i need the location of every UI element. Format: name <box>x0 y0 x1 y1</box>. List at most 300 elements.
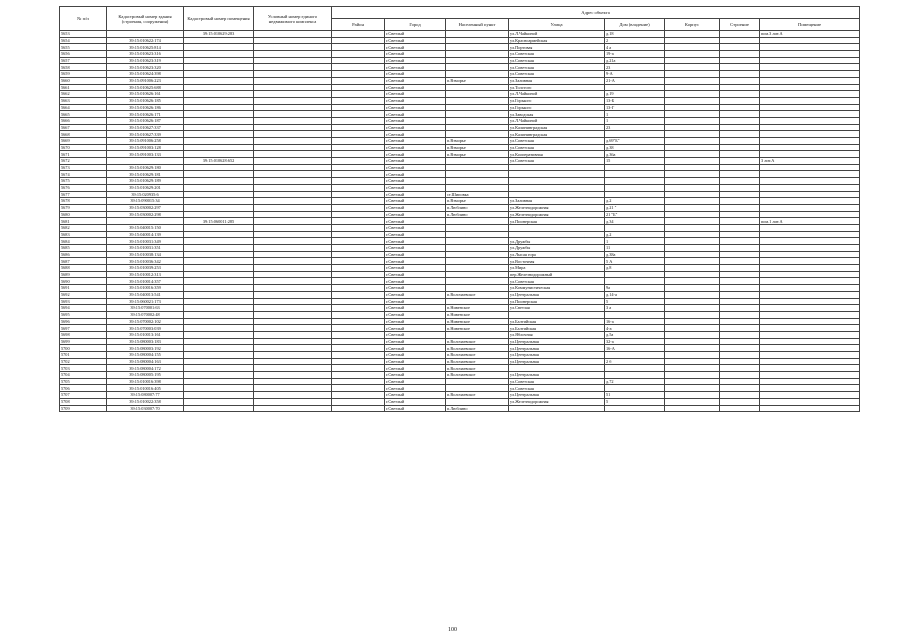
cell-dom: 23 <box>605 124 665 131</box>
cell-np: п.Волочаевское <box>446 291 509 298</box>
cell-cond-complex <box>254 265 332 272</box>
cell-num: 5658 <box>60 64 107 71</box>
cell-num: 5655 <box>60 44 107 51</box>
cell-cad-building: 39:15:010622:174 <box>107 37 184 44</box>
cell-korpus <box>665 251 720 258</box>
cell-cond-complex <box>254 131 332 138</box>
cell-cad-room <box>184 345 254 352</box>
cell-num: 5701 <box>60 352 107 359</box>
cell-cad-room <box>184 291 254 298</box>
table-row <box>60 191 860 198</box>
cell-ulica: ул.Портовая <box>509 44 605 51</box>
cell-np <box>446 271 509 278</box>
cell-num: 5671 <box>60 151 107 158</box>
cell-ulica: ул.Заливная <box>509 77 605 84</box>
cell-ulica: ул.Центральная <box>509 345 605 352</box>
cell-rayon <box>332 278 385 285</box>
cell-gorod: г.Светлый <box>385 405 446 412</box>
cell-ulica: ул.Горького <box>509 104 605 111</box>
cell-cad-building: 39:15:010629:180 <box>107 164 184 171</box>
cell-pomeshenie <box>760 271 860 278</box>
cell-num: 5670 <box>60 144 107 151</box>
cell-dom: 3 а <box>605 305 665 312</box>
table-row <box>60 278 860 285</box>
table-row <box>60 311 860 318</box>
table-row <box>60 124 860 131</box>
cell-cad-building: 39:15:010038:134 <box>107 251 184 258</box>
cell-num: 5659 <box>60 71 107 78</box>
cell-korpus <box>665 291 720 298</box>
cell-pomeshenie <box>760 44 860 51</box>
cell-rayon <box>332 191 385 198</box>
cell-cad-building: 39:15:080005:195 <box>107 372 184 379</box>
cell-ulica: ул.Дружбы <box>509 245 605 252</box>
cell-np: п.Волочаевское <box>446 358 509 365</box>
cell-cad-building: 39:15:010031:349 <box>107 238 184 245</box>
cell-cond-complex <box>254 345 332 352</box>
cell-np: ст.Шиповка <box>446 191 509 198</box>
cell-korpus <box>665 31 720 38</box>
cell-num: 5692 <box>60 291 107 298</box>
cell-stroenie <box>720 64 760 71</box>
cell-num: 5699 <box>60 338 107 345</box>
cell-cad-room <box>184 124 254 131</box>
cell-np <box>446 44 509 51</box>
cell-korpus <box>665 352 720 359</box>
cell-dom: 9-А <box>605 71 665 78</box>
cell-cond-complex <box>254 392 332 399</box>
cell-np <box>446 164 509 171</box>
cell-korpus <box>665 158 720 165</box>
cell-rayon <box>332 291 385 298</box>
table-row <box>60 245 860 252</box>
cell-stroenie <box>720 258 760 265</box>
cell-gorod: г.Светлый <box>385 291 446 298</box>
cell-stroenie <box>720 37 760 44</box>
cell-np: п.Нивенское <box>446 311 509 318</box>
cell-cad-room <box>184 338 254 345</box>
table-row <box>60 131 860 138</box>
cell-dom: д.38 <box>605 144 665 151</box>
cell-cad-room: 39:15:010628:652 <box>184 158 254 165</box>
cell-stroenie <box>720 338 760 345</box>
cell-num: 5685 <box>60 245 107 252</box>
cell-np <box>446 278 509 285</box>
cell-korpus <box>665 117 720 124</box>
cell-stroenie <box>720 191 760 198</box>
cell-num: 5690 <box>60 278 107 285</box>
cell-pomeshenie: пом.3 лит.А <box>760 31 860 38</box>
cell-ulica: ул.Железнодорожная <box>509 204 605 211</box>
cell-cad-room <box>184 398 254 405</box>
cell-gorod: г.Светлый <box>385 97 446 104</box>
cell-korpus <box>665 285 720 292</box>
cell-num: 5683 <box>60 231 107 238</box>
cell-ulica: ул.Яблочная <box>509 331 605 338</box>
cell-korpus <box>665 97 720 104</box>
cell-ulica: ул.Балтийская <box>509 325 605 332</box>
cell-cad-room: 39:15:010629:283 <box>184 31 254 38</box>
cell-korpus <box>665 198 720 205</box>
cell-np <box>446 31 509 38</box>
cell-stroenie <box>720 111 760 118</box>
cell-gorod: г.Светлый <box>385 111 446 118</box>
cell-ulica: ул.Пионерская <box>509 218 605 225</box>
header-cad-room: Кадастровый номер помещения <box>184 7 254 31</box>
cell-cad-room <box>184 365 254 372</box>
cell-cad-room <box>184 164 254 171</box>
table-row <box>60 271 860 278</box>
cell-cond-complex <box>254 224 332 231</box>
cell-stroenie <box>720 31 760 38</box>
cell-np <box>446 385 509 392</box>
cell-dom: д.34 <box>605 218 665 225</box>
cell-korpus <box>665 358 720 365</box>
cell-np <box>446 184 509 191</box>
cell-ulica: ул.Советская <box>509 158 605 165</box>
cell-pomeshenie <box>760 97 860 104</box>
cell-stroenie <box>720 265 760 272</box>
cell-num: 5676 <box>60 184 107 191</box>
cell-rayon <box>332 184 385 191</box>
cell-rayon <box>332 44 385 51</box>
cell-stroenie <box>720 372 760 379</box>
cell-gorod: г.Светлый <box>385 372 446 379</box>
cell-korpus <box>665 178 720 185</box>
cell-ulica: ул.Центральная <box>509 358 605 365</box>
cell-cad-building: 39:15:080003:183 <box>107 338 184 345</box>
cell-rayon <box>332 405 385 412</box>
cell-stroenie <box>720 345 760 352</box>
cell-cad-building: 39:15:030007:70 <box>107 405 184 412</box>
cell-pomeshenie <box>760 191 860 198</box>
cell-ulica: ул.Советская <box>509 64 605 71</box>
cell-cond-complex <box>254 305 332 312</box>
cell-pomeshenie <box>760 204 860 211</box>
cell-dom: д.72 <box>605 378 665 385</box>
cell-cad-building: 39:15:040014:139 <box>107 231 184 238</box>
cell-cad-room <box>184 251 254 258</box>
cell-np: п.Нивенское <box>446 318 509 325</box>
cell-pomeshenie <box>760 338 860 345</box>
cell-rayon <box>332 164 385 171</box>
cell-pomeshenie <box>760 224 860 231</box>
cell-stroenie <box>720 331 760 338</box>
cell-korpus <box>665 224 720 231</box>
cell-gorod: г.Светлый <box>385 271 446 278</box>
cell-num: 5688 <box>60 265 107 272</box>
cell-korpus <box>665 151 720 158</box>
cell-ulica: пер.Железнодорожный <box>509 271 605 278</box>
cell-cond-complex <box>254 378 332 385</box>
cell-cond-complex <box>254 258 332 265</box>
cell-cad-room <box>184 191 254 198</box>
cell-cad-building: 39:15:030002:297 <box>107 204 184 211</box>
cell-cad-room <box>184 77 254 84</box>
cell-korpus <box>665 345 720 352</box>
cell-np <box>446 71 509 78</box>
cell-cad-building: 39:15:010016:359 <box>107 285 184 292</box>
cell-cad-building: 39:15:010626:187 <box>107 117 184 124</box>
cell-cad-room <box>184 171 254 178</box>
cell-rayon <box>332 358 385 365</box>
cell-cond-complex <box>254 285 332 292</box>
table-row <box>60 51 860 58</box>
cell-gorod: г.Светлый <box>385 358 446 365</box>
cell-gorod: г.Светлый <box>385 365 446 372</box>
cell-stroenie <box>720 44 760 51</box>
cell-rayon <box>332 124 385 131</box>
cell-num: 5665 <box>60 111 107 118</box>
cell-dom: д.69"Б" <box>605 138 665 145</box>
cell-pomeshenie <box>760 51 860 58</box>
cell-ulica: ул.Заливная <box>509 198 605 205</box>
cell-stroenie <box>720 318 760 325</box>
cell-cad-room <box>184 372 254 379</box>
table-row <box>60 238 860 245</box>
cell-cad-building: 39:15:010626:161 <box>107 91 184 98</box>
cell-gorod: г.Светлый <box>385 184 446 191</box>
cell-pomeshenie <box>760 305 860 312</box>
cell-dom <box>605 352 665 359</box>
cell-cad-room <box>184 211 254 218</box>
cell-korpus <box>665 144 720 151</box>
cell-np: п.Люблино <box>446 211 509 218</box>
cell-ulica: ул.Дружбы <box>509 238 605 245</box>
cell-cad-room <box>184 245 254 252</box>
cell-ulica: ул.Советская <box>509 385 605 392</box>
cell-rayon <box>332 77 385 84</box>
table-body <box>60 31 860 412</box>
cell-np <box>446 117 509 124</box>
cell-stroenie <box>720 218 760 225</box>
cell-stroenie <box>720 158 760 165</box>
cell-gorod: г.Светлый <box>385 57 446 64</box>
cell-ulica: ул.Советская <box>509 138 605 145</box>
cell-ulica: ул.Кооперативная <box>509 151 605 158</box>
cell-gorod: г.Светлый <box>385 37 446 44</box>
cell-dom: 5 <box>605 398 665 405</box>
cell-stroenie <box>720 405 760 412</box>
cell-num: 5697 <box>60 325 107 332</box>
cell-num: 5703 <box>60 365 107 372</box>
cell-cad-building: 39:15:010626:171 <box>107 111 184 118</box>
cell-rayon <box>332 318 385 325</box>
cell-rayon <box>332 265 385 272</box>
cell-cond-complex <box>254 231 332 238</box>
cell-cad-building <box>107 158 184 165</box>
table-row <box>60 178 860 185</box>
cell-cond-complex <box>254 124 332 131</box>
cell-pomeshenie <box>760 385 860 392</box>
cell-gorod: г.Светлый <box>385 378 446 385</box>
header-rayon: Район <box>332 19 385 31</box>
table-row <box>60 291 860 298</box>
cell-stroenie <box>720 271 760 278</box>
table-row <box>60 44 860 51</box>
cell-cad-building: 39:15:010625:814 <box>107 44 184 51</box>
cell-cad-building: 39:15:010626:185 <box>107 97 184 104</box>
cell-cad-building: 39:15:091006:223 <box>107 77 184 84</box>
cell-np <box>446 51 509 58</box>
table-row <box>60 398 860 405</box>
cell-pomeshenie <box>760 238 860 245</box>
cell-num: 5674 <box>60 171 107 178</box>
cell-cond-complex <box>254 64 332 71</box>
cell-pomeshenie <box>760 231 860 238</box>
cell-num: 5708 <box>60 398 107 405</box>
cell-cad-room <box>184 305 254 312</box>
cell-cad-building <box>107 31 184 38</box>
cell-pomeshenie <box>760 392 860 399</box>
cell-pomeshenie <box>760 104 860 111</box>
cell-cond-complex <box>254 218 332 225</box>
cell-num: 5686 <box>60 251 107 258</box>
cell-pomeshenie <box>760 117 860 124</box>
cell-rayon <box>332 204 385 211</box>
cell-num: 5657 <box>60 57 107 64</box>
cell-stroenie <box>720 91 760 98</box>
cell-stroenie <box>720 124 760 131</box>
cell-cad-room <box>184 71 254 78</box>
cell-np <box>446 178 509 185</box>
cell-korpus <box>665 104 720 111</box>
table-row <box>60 204 860 211</box>
cell-np <box>446 265 509 272</box>
cell-cond-complex <box>254 278 332 285</box>
cell-stroenie <box>720 198 760 205</box>
cell-pomeshenie <box>760 64 860 71</box>
cell-ulica: ул.Заводская <box>509 111 605 118</box>
cell-gorod: г.Светлый <box>385 298 446 305</box>
cell-gorod: г.Светлый <box>385 265 446 272</box>
cell-np <box>446 97 509 104</box>
cell-np <box>446 218 509 225</box>
cell-pomeshenie <box>760 138 860 145</box>
cell-ulica: ул.Советская <box>509 144 605 151</box>
cell-gorod: г.Светлый <box>385 385 446 392</box>
cell-rayon <box>332 338 385 345</box>
cell-rayon <box>332 131 385 138</box>
cell-gorod: г.Светлый <box>385 285 446 292</box>
cell-rayon <box>332 51 385 58</box>
cell-cond-complex <box>254 104 332 111</box>
cell-korpus <box>665 124 720 131</box>
cell-ulica <box>509 365 605 372</box>
cell-cond-complex <box>254 318 332 325</box>
cell-cond-complex <box>254 77 332 84</box>
cell-stroenie <box>720 285 760 292</box>
cell-korpus <box>665 77 720 84</box>
cell-cond-complex <box>254 204 332 211</box>
table-row <box>60 171 860 178</box>
cell-ulica: ул.Центральная <box>509 372 605 379</box>
cell-dom: 23 <box>605 64 665 71</box>
cell-cad-room <box>184 204 254 211</box>
table-row <box>60 318 860 325</box>
cell-pomeshenie <box>760 398 860 405</box>
cell-ulica: ул.Л.Чайкиной <box>509 117 605 124</box>
cell-rayon <box>332 104 385 111</box>
cell-korpus <box>665 365 720 372</box>
table-row <box>60 91 860 98</box>
cell-num: 5667 <box>60 124 107 131</box>
cell-stroenie <box>720 171 760 178</box>
header-cond-complex: Условный номер единого недвижимого комплекса <box>254 7 332 31</box>
cell-cond-complex <box>254 271 332 278</box>
cell-stroenie <box>720 164 760 171</box>
cell-pomeshenie <box>760 258 860 265</box>
cell-stroenie <box>720 231 760 238</box>
cell-rayon <box>332 385 385 392</box>
cell-cad-room <box>184 131 254 138</box>
cell-np <box>446 57 509 64</box>
header-korpus: Корпус <box>665 19 720 31</box>
cell-gorod: г.Светлый <box>385 64 446 71</box>
cell-korpus <box>665 238 720 245</box>
cell-cond-complex <box>254 31 332 38</box>
cell-cond-complex <box>254 97 332 104</box>
cell-dom: 1 <box>605 111 665 118</box>
cell-cad-building: 39:15:010629:181 <box>107 171 184 178</box>
table-row <box>60 218 860 225</box>
table-row <box>60 211 860 218</box>
cell-num: 5693 <box>60 298 107 305</box>
cell-dom: 19-а <box>605 51 665 58</box>
cell-ulica: ул.Толстого <box>509 84 605 91</box>
cell-stroenie <box>720 358 760 365</box>
cell-cad-room <box>184 238 254 245</box>
cell-cad-building: 39:15:070002:102 <box>107 318 184 325</box>
cell-ulica: ул.Центральная <box>509 352 605 359</box>
table-row <box>60 138 860 145</box>
cell-cond-complex <box>254 57 332 64</box>
cell-gorod: г.Светлый <box>385 211 446 218</box>
cell-cad-building: 39:15:070003:039 <box>107 325 184 332</box>
cell-dom <box>605 191 665 198</box>
cell-dom: 9а <box>605 285 665 292</box>
cell-dom <box>605 278 665 285</box>
cell-cond-complex <box>254 298 332 305</box>
table-row <box>60 158 860 165</box>
cell-stroenie <box>720 77 760 84</box>
cell-pomeshenie <box>760 71 860 78</box>
cell-stroenie <box>720 144 760 151</box>
cell-ulica: ул.Светлая <box>509 305 605 312</box>
cell-cad-room <box>184 178 254 185</box>
cell-dom <box>605 365 665 372</box>
cell-pomeshenie <box>760 111 860 118</box>
cell-pomeshenie: пом.1 лит.А <box>760 218 860 225</box>
cell-gorod: г.Светлый <box>385 325 446 332</box>
table-row <box>60 77 860 84</box>
cell-cad-room <box>184 278 254 285</box>
cell-stroenie <box>720 131 760 138</box>
cell-gorod: г.Светлый <box>385 178 446 185</box>
cell-pomeshenie <box>760 265 860 272</box>
cell-cad-room <box>184 285 254 292</box>
cell-pomeshenie <box>760 198 860 205</box>
cell-cad-building: 39:15:040015:150 <box>107 224 184 231</box>
cell-num: 5698 <box>60 331 107 338</box>
cell-gorod: г.Светлый <box>385 164 446 171</box>
cell-gorod: г.Светлый <box>385 124 446 131</box>
cell-np: п.Взморье <box>446 198 509 205</box>
cell-num: 5691 <box>60 285 107 292</box>
cell-gorod: г.Светлый <box>385 238 446 245</box>
cell-dom <box>605 372 665 379</box>
cell-cond-complex <box>254 84 332 91</box>
